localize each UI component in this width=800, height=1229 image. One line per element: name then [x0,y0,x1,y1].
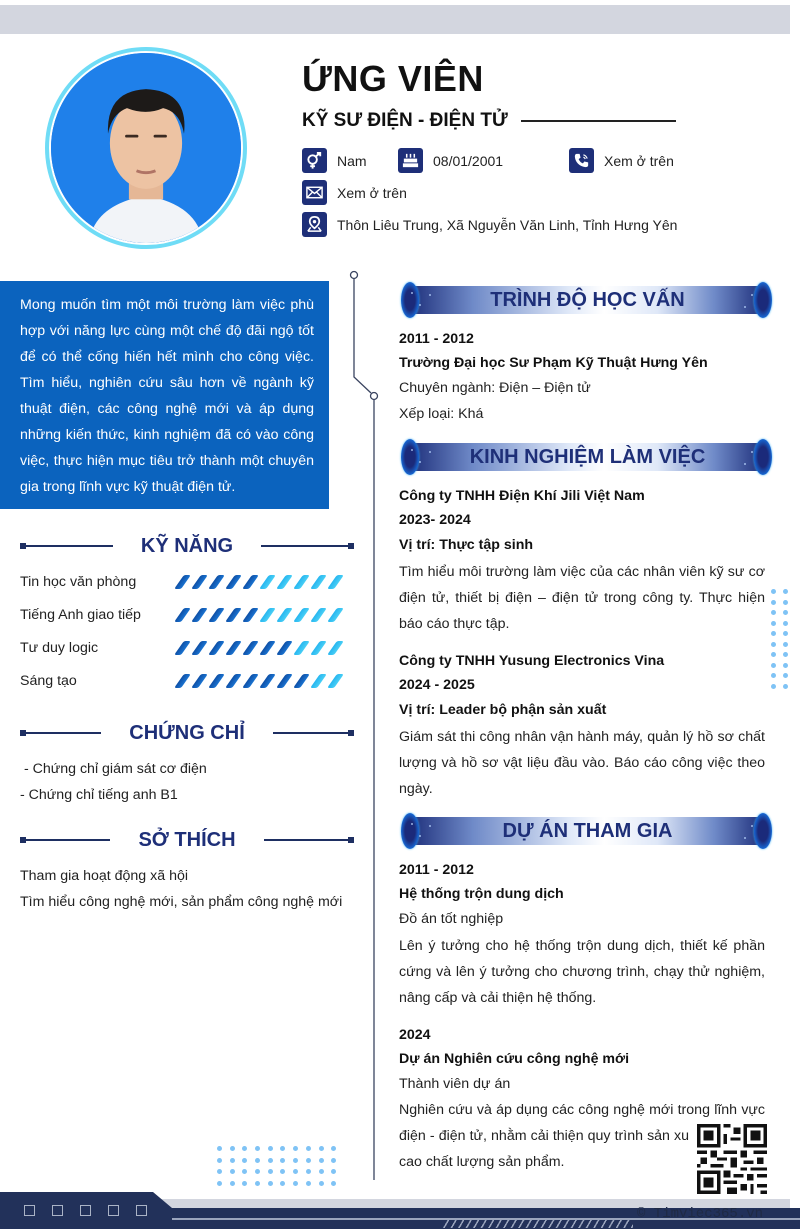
education-title: TRÌNH ĐỘ HỌC VẤN [490,289,685,311]
education-school: Trường Đại học Sư Phạm Kỹ Thuật Hưng Yên [399,355,708,371]
skill-level-segment [226,608,242,622]
skill-level-segment [243,608,259,622]
certificates-heading [20,718,354,748]
project-description: Lên ý tưởng cho hệ thống trộn dung dịch, thiết kế phần cứng và lên ý tưởng cho chương trình, chạy thử nghiệm, nâng cấp và cải thiện hệ thống. [399,938,765,1006]
skill-level-segment [209,641,225,655]
experience-period: 2024 - 2025 [399,677,475,693]
hobby-item: Tham gia hoạt động xã hội [20,868,188,884]
skill-level-segment [260,641,276,655]
career-objective: Mong muốn tìm một môi trường làm việc phù hợp với năng lực cùng một chế độ đãi ngộ tốt để có thể cống hiến hết mình cho công việc. Tìm hiểu, nghiên cứu sâu hơn về ngành kỹ thuật điện, các công nghệ mới và áp dụng những kiến thức, kinh nghiệm đã có vào công việc, thực hiện mục tiêu trở thành một chuyên gia trong lĩnh vực kỹ thuật điện tử. [0,281,329,509]
birthday-cake-icon [398,148,423,173]
hobby-item: Tìm hiểu công nghệ mới, sản phẩm công nghệ mới [20,894,343,910]
skill-level-segment [328,674,344,688]
skill-level-segment [226,674,242,688]
skill-level-segment [243,575,259,589]
address-value: Thôn Liêu Trung, Xã Nguyễn Văn Linh, Tỉnh Hưng Yên [337,216,678,233]
experience-position: Vị trí: Leader bộ phận sản xuất [399,702,607,718]
education-period: 2011 - 2012 [399,331,474,347]
experience-banner [399,439,774,475]
skill-level-segment [243,641,259,655]
skill-level-segment [209,608,225,622]
footer-square [24,1205,35,1216]
skill-level-segment [192,674,208,688]
skill-level-segment [277,641,293,655]
project-description-line: Nghiên cứu và áp dụng các công nghệ mới trong lĩnh vực [399,1102,765,1118]
skill-level-segment [226,641,242,655]
skill-level-segment [175,575,191,589]
skill-level-segment [294,641,310,655]
skill-level-meter [175,608,344,622]
certificates-title: CHỨNG CHỈ [129,721,245,744]
info-address [302,212,677,237]
qr-code-icon[interactable] [697,1124,767,1194]
project-role: Thành viên dự án [399,1076,511,1092]
project-period: 2024 [399,1027,431,1043]
hobbies-heading [20,825,354,855]
skill-level-segment [209,674,225,688]
info-gender [302,148,367,173]
skills-title: KỸ NĂNG [140,534,234,557]
skill-row [20,572,350,592]
gender-icon [302,148,327,173]
project-name: Hệ thống trộn dung dịch [399,886,564,902]
skill-level-segment [328,641,344,655]
mail-icon [302,180,327,205]
skill-level-segment [226,575,242,589]
footer-square [80,1205,91,1216]
skill-label: Sáng tạo [20,673,77,689]
project-role: Đồ án tốt nghiệp [399,911,504,927]
hobbies-title: SỞ THÍCH [138,828,236,851]
phone-value: Xem ở trên [604,152,674,169]
heading-line-right [261,545,354,547]
heading-line-left [20,839,110,841]
skill-label: Tin học văn phòng [20,574,137,590]
skill-row [20,671,350,691]
skill-level-segment [260,674,276,688]
education-major: Chuyên ngành: Điện – Điện tử [399,380,591,396]
person-photo-icon [51,53,241,243]
education-grade: Xếp loại: Khá [399,406,484,422]
projects-banner [399,813,774,849]
skill-level-segment [243,674,259,688]
experience-company: Công ty TNHH Yusung Electronics Vina [399,653,665,669]
top-decor-band [0,5,790,34]
certificate-item: - Chứng chỉ tiếng anh B1 [20,787,178,803]
skill-row [20,605,350,625]
candidate-name: ỨNG VIÊN [302,58,484,99]
job-title: KỸ SƯ ĐIỆN - ĐIỆN TỬ [302,110,508,131]
skill-level-segment [175,674,191,688]
heading-line-left [20,545,113,547]
footer-hatch-pattern [443,1218,633,1228]
skill-level-segment [277,674,293,688]
heading-line-left [20,732,101,734]
experience-position: Vị trí: Thực tập sinh [399,537,534,553]
skill-level-segment [311,641,327,655]
location-pin-icon [302,212,327,237]
footer-square [108,1205,119,1216]
skill-level-segment [294,674,310,688]
project-period: 2011 - 2012 [399,862,474,878]
skill-level-segment [277,575,293,589]
heading-line-right [264,839,354,841]
skill-level-segment [277,608,293,622]
avatar [45,47,247,249]
skill-level-meter [175,674,344,688]
birthday-value: 08/01/2001 [433,152,504,169]
skill-level-segment [192,608,208,622]
skill-level-segment [294,575,310,589]
experience-description: Tìm hiểu môi trường làm việc của các nhân viên kỹ sư cơ điện tử, thiết bị điện – điện tử trong công ty. Thực hiện báo cáo thực tập. [399,564,765,632]
certificate-item: - Chứng chỉ giám sát cơ điện [20,761,207,777]
experience-period: 2023- 2024 [399,512,471,528]
skill-level-segment [311,575,327,589]
profile-photo [49,51,243,245]
watermark: © Timviec365.vn [637,1206,764,1222]
gender-value: Nam [337,152,367,169]
skill-label: Tiếng Anh giao tiếp [20,607,141,623]
decor-dots-right [771,589,788,689]
skill-level-segment [260,608,276,622]
heading-line-right [273,732,354,734]
skill-level-segment [175,608,191,622]
skill-level-segment [192,641,208,655]
experience-title: KINH NGHIỆM LÀM VIỆC [469,446,706,468]
skill-level-meter [175,575,344,589]
experience-company: Công ty TNHH Điện Khí Jili Việt Nam [399,488,645,504]
projects-title: DỰ ÁN THAM GIA [502,820,673,842]
project-description-line: cao chất lượng sản phẩm. [399,1154,565,1170]
skill-level-segment [328,575,344,589]
info-phone [569,148,674,173]
skills-heading [20,531,354,561]
info-email [302,180,407,205]
skill-level-segment [311,674,327,688]
skill-level-meter [175,641,344,655]
info-birthday [398,148,503,173]
skill-level-segment [260,575,276,589]
phone-icon [569,148,594,173]
skill-level-segment [311,608,327,622]
skill-row [20,638,350,658]
email-value: Xem ở trên [337,184,407,201]
project-description-line: điện - điện tử, nhằm cải thiện quy trình sản xu [399,1128,689,1144]
decor-dots-bottom [217,1146,336,1186]
skill-level-segment [175,641,191,655]
experience-description: Giám sát thi công nhân vận hành máy, quản lý hồ sơ chất lượng và hồ sơ vật liệu đầu vào. Báo cáo công việc theo ngày. [399,729,765,797]
footer-square [52,1205,63,1216]
skill-label: Tư duy logic [20,640,99,656]
job-title-divider [521,120,676,122]
skill-level-segment [192,575,208,589]
project-name: Dự án Nghiên cứu công nghệ mới [399,1051,630,1067]
education-banner [399,282,774,318]
skill-level-segment [328,608,344,622]
skill-level-segment [209,575,225,589]
skill-level-segment [294,608,310,622]
footer-square [136,1205,147,1216]
